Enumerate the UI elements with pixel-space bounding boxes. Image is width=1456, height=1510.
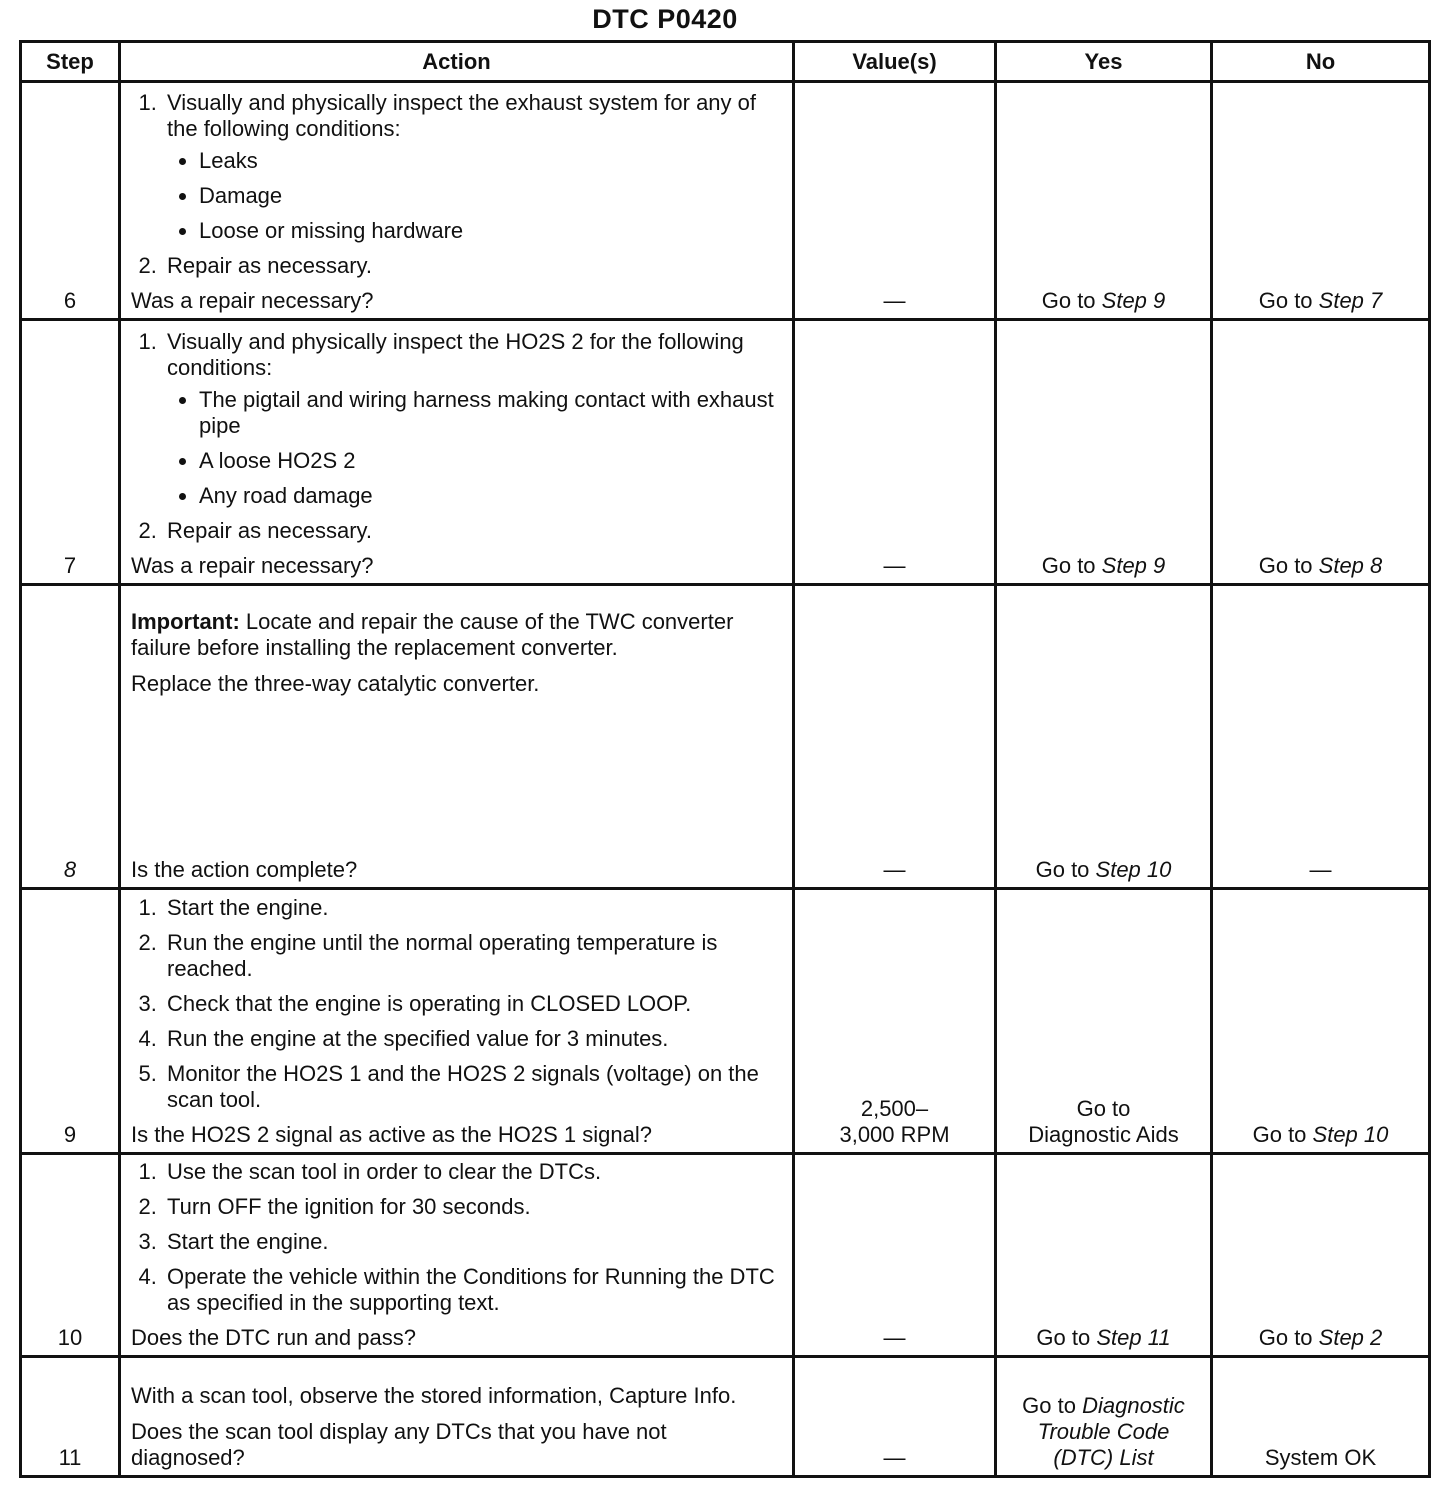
list-item: 1. Start the engine. xyxy=(163,895,782,921)
bullet-item: • Loose or missing hardware xyxy=(199,218,782,244)
action-cell xyxy=(120,585,794,889)
yes-link-step[interactable]: Step 9 xyxy=(1101,553,1166,578)
yes-cell xyxy=(996,1154,1212,1357)
bullet-item: • Any road damage xyxy=(199,483,782,509)
table-row-step-9 xyxy=(21,889,1430,1154)
list-item: 2. Run the engine until the normal operating temperature is reached. xyxy=(163,930,782,982)
page-title: DTC P0420 xyxy=(592,4,738,34)
goto-prefix: Go to xyxy=(1035,857,1096,882)
action-cell xyxy=(120,1154,794,1357)
value-cell xyxy=(794,889,996,1154)
question-text: Does the DTC run and pass? xyxy=(131,1325,416,1350)
question-text: Was a repair necessary? xyxy=(131,288,374,313)
bullet-item: • A loose HO2S 2 xyxy=(199,448,782,474)
bullet-item: • Damage xyxy=(199,183,782,209)
question-text: Does the scan tool display any DTCs that you have not diagnosed? xyxy=(131,1419,667,1470)
goto-prefix: Go to xyxy=(1258,1325,1319,1350)
yes-link-dtc-list[interactable]: Diagnostic Trouble Code (DTC) List xyxy=(1037,1393,1185,1470)
no-link-step[interactable]: Step 7 xyxy=(1318,288,1383,313)
header-values: Value(s) xyxy=(794,42,996,82)
no-cell: — xyxy=(1212,585,1430,889)
value-cell: — xyxy=(794,82,996,320)
step-number: 7 xyxy=(21,320,120,585)
header-no: No xyxy=(1212,42,1430,82)
table-row-step-7 xyxy=(21,320,1430,585)
list-item: 2. Turn OFF the ignition for 30 seconds. xyxy=(163,1194,782,1220)
step-number: 9 xyxy=(21,889,120,1154)
table-row-step-10 xyxy=(21,1154,1430,1357)
no-cell: System OK xyxy=(1212,1357,1430,1477)
yes-cell xyxy=(996,585,1212,889)
question-text: Is the HO2S 2 signal as active as the HO2S 1 signal? xyxy=(131,1122,652,1147)
value-line: 3,000 RPM xyxy=(839,1122,950,1147)
list-item: 4. Run the engine at the specified value for 3 minutes. xyxy=(163,1026,782,1052)
action-text: Visually and physically inspect the HO2S 2 for the following conditions: xyxy=(167,329,744,380)
list-item: 1. Use the scan tool in order to clear the DTCs. xyxy=(163,1159,782,1185)
goto-prefix: Go to xyxy=(1252,1122,1313,1147)
header-action: Action xyxy=(120,42,794,82)
important-note xyxy=(131,609,782,661)
list-item: 5. Monitor the HO2S 1 and the HO2S 2 signals (voltage) on the scan tool. xyxy=(163,1061,782,1113)
yes-cell xyxy=(996,82,1212,320)
no-link-step[interactable]: Step 10 xyxy=(1312,1122,1389,1147)
yes-link-step[interactable]: Step 11 xyxy=(1096,1325,1171,1350)
no-cell xyxy=(1212,320,1430,585)
goto-prefix: Go to xyxy=(1258,288,1319,313)
action-list xyxy=(131,90,782,279)
value-cell: — xyxy=(794,585,996,889)
instruction-text: Replace the three-way catalytic converter. xyxy=(131,671,540,696)
goto-prefix: Go to xyxy=(1036,1325,1097,1350)
value-cell: — xyxy=(794,1154,996,1357)
table-row-step-6 xyxy=(21,82,1430,320)
action-list xyxy=(131,329,782,544)
question-text: Was a repair necessary? xyxy=(131,553,374,578)
table-row-step-8 xyxy=(21,585,1430,889)
bullet-item: • The pigtail and wiring harness making contact with exhaust pipe xyxy=(199,387,782,439)
step-number: 6 xyxy=(21,82,120,320)
yes-cell xyxy=(996,889,1212,1154)
yes-link-step[interactable]: Step 10 xyxy=(1095,857,1172,882)
list-item: 4. Operate the vehicle within the Conditions for Running the DTC as specified in the supporting text. xyxy=(163,1264,782,1316)
action-cell xyxy=(120,1357,794,1477)
list-item: 3. Start the engine. xyxy=(163,1229,782,1255)
question-text: Is the action complete? xyxy=(131,857,358,882)
value-cell: — xyxy=(794,320,996,585)
list-item xyxy=(163,90,782,244)
yes-link-diagnostic-aids[interactable]: Diagnostic Aids xyxy=(1028,1122,1179,1147)
list-item: 2. Repair as necessary. xyxy=(163,253,782,279)
list-item: 3. Check that the engine is operating in CLOSED LOOP. xyxy=(163,991,782,1017)
action-cell xyxy=(120,82,794,320)
no-cell xyxy=(1212,82,1430,320)
step-number: 10 xyxy=(21,1154,120,1357)
list-item xyxy=(163,329,782,509)
action-cell xyxy=(120,889,794,1154)
header-step: Step xyxy=(21,42,120,82)
yes-cell xyxy=(996,320,1212,585)
value-line: 2,500– xyxy=(860,1096,929,1121)
important-text: Locate and repair the cause of the TWC converter failure before installing the replacement converter. xyxy=(131,609,734,660)
header-yes: Yes xyxy=(996,42,1212,82)
no-cell xyxy=(1212,1154,1430,1357)
action-cell xyxy=(120,320,794,585)
goto-prefix: Go to xyxy=(1258,553,1319,578)
yes-cell xyxy=(996,1357,1212,1477)
action-text: Visually and physically inspect the exhaust system for any of the following conditions: xyxy=(167,90,757,141)
instruction-text: With a scan tool, observe the stored information, Capture Info. xyxy=(131,1383,737,1408)
goto-prefix: Go to xyxy=(1041,553,1102,578)
no-link-step[interactable]: Step 2 xyxy=(1318,1325,1383,1350)
action-list xyxy=(131,895,782,1113)
spacer xyxy=(131,707,782,857)
no-cell xyxy=(1212,889,1430,1154)
yes-link-step[interactable]: Step 9 xyxy=(1101,288,1166,313)
bullet-list xyxy=(167,387,782,509)
header-row xyxy=(21,42,1430,82)
goto-prefix: Go to xyxy=(1076,1096,1131,1121)
goto-prefix: Go to xyxy=(1041,288,1102,313)
important-label: Important: xyxy=(131,609,240,634)
step-number: 8 xyxy=(21,585,120,889)
list-item: 2. Repair as necessary. xyxy=(163,518,782,544)
diagnostic-table xyxy=(19,40,1431,1478)
goto-prefix: Go to xyxy=(1022,1393,1083,1418)
step-number: 11 xyxy=(21,1357,120,1477)
table-row-step-11 xyxy=(21,1357,1430,1477)
value-cell: — xyxy=(794,1357,996,1477)
no-link-step[interactable]: Step 8 xyxy=(1318,553,1383,578)
bullet-item: • Leaks xyxy=(199,148,782,174)
action-list xyxy=(131,1159,782,1316)
bullet-list xyxy=(167,148,782,244)
